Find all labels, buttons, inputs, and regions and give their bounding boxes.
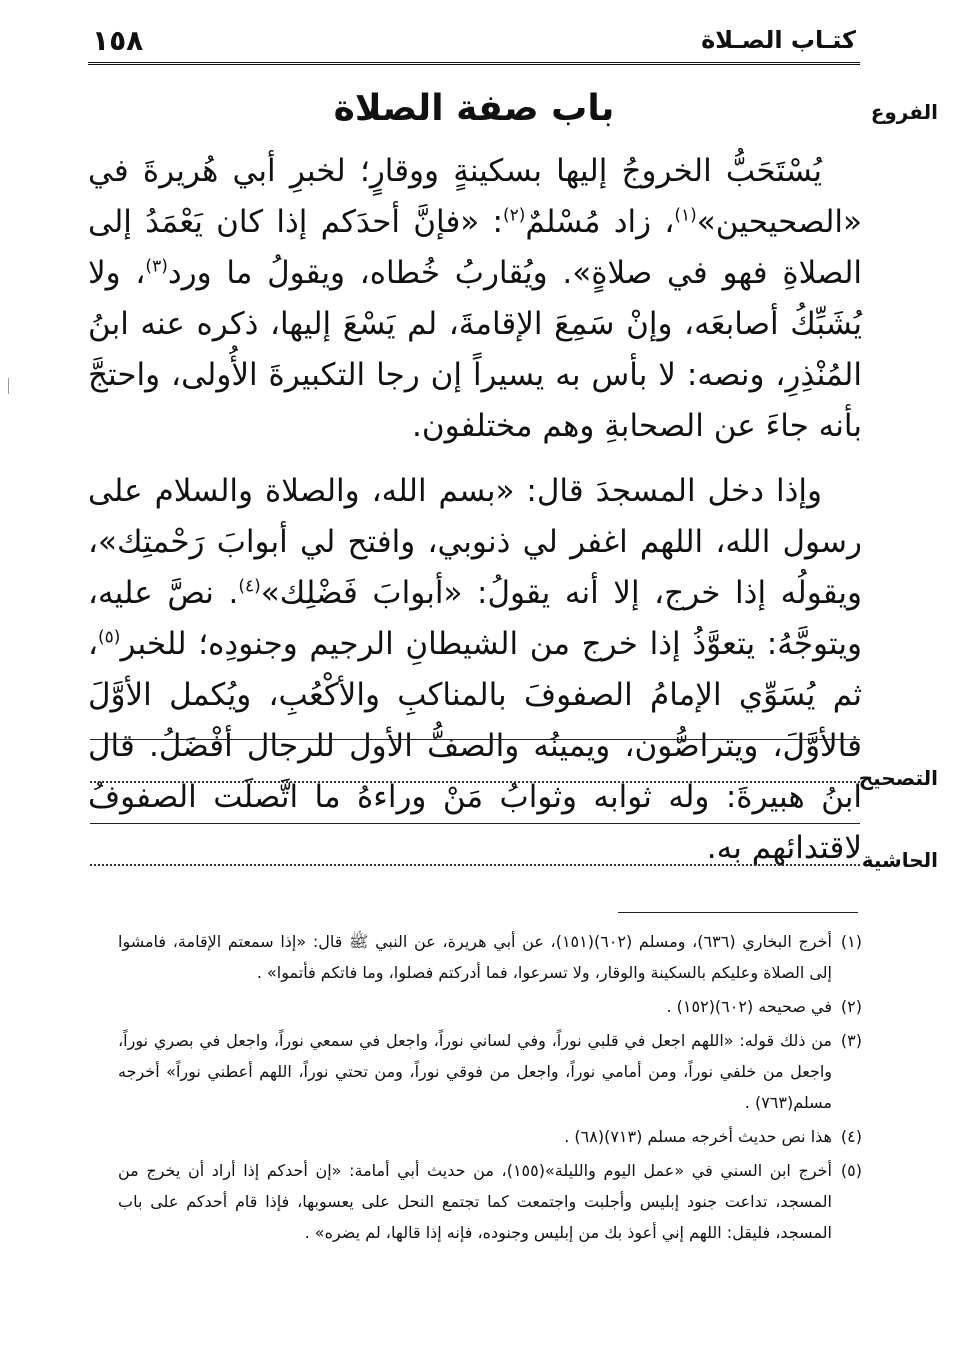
footnote-1 [118,926,862,988]
footnote-ref-5: (٥) [98,627,121,648]
paragraph-2-segment: وإذا دخل المسجدَ قال: «بسم الله، والصلاة والسلام على رسول الله، اللهم اغفر لي ذنوبي، وافتح لي أبوابَ رَحْمتِك»، ويقولُه إذا خرج، إلا أنه يقولُ: «أبوابَ فَضْلِك» [88,473,862,611]
paragraph-2 [88,466,862,874]
footnote-text: في صحيحه (٦٠٢)(١٥٢) . [666,997,832,1016]
correction-dotted-line [90,781,860,783]
footnote-number: (١) [840,932,863,951]
paragraph-1-segment: يُسْتَحَبُّ الخروجُ إليها بسكينةٍ ووقارٍ؛ لخبرِ أبي هُريرةَ في «الصحيحين» [88,153,862,240]
side-label-hashiya: الحاشية [861,848,938,872]
paragraph-2-segment: ، ثم يُسَوِّي الإمامُ الصفوفَ بالمناكبِ والأكْعُبِ، ويُكمل الأوَّلَ فالأوَّلَ، ويتراصُّون، ويمينُه والصفُّ الأول للرجال أفْضَلُ. قال ابنُ هبيرةَ: وله ثوابه وثوابُ مَنْ وراءهُ ما اتَّصلَت الصفوفُ لاقتدائهم به. [88,626,862,866]
paragraph-1 [88,146,862,452]
footnote-ref-1: (١) [674,205,697,226]
page-number: ١٥٨ [92,24,144,57]
paragraph-1-segment: ، ولا يُشَبِّكُ أصابعَه، وإنْ سَمِعَ الإقامةَ، لم يَسْعَ إليها، ذكره عنه ابنُ المُنْذِرِ، ونصه: لا بأس به يسيراً إن رجا التكبيرةَ الأُولى، واحتجَّ بأنه جاءَ عن الصحابةِ وهم مختلفون. [88,255,862,444]
footnote-text: من ذلك قوله: «اللهم اجعل في قلبي نوراً، وفي لساني نوراً، واجعل في سمعي نوراً، واجعل في بصري نوراً، واجعل من خلفي نوراً، ومن أمامي نوراً، واجعل من فوقي نوراً، ومن تحتي نوراً، اللهم أعطني نوراً» أخرجه مسلم(٧٦٣) . [118,1031,832,1112]
footnote-number: (٤) [840,1127,862,1146]
footnote-ref-2: (٢) [502,205,526,226]
footnote-2 [118,991,862,1022]
book-title: كتـاب الصـلاة [701,26,856,54]
side-label-tashih: التصحيح [858,766,938,790]
paragraph-1-segment: : «فإنَّ أحدَكم إذا كان يَعْمَدُ إلى الصلاةِ فهو في صلاةٍ». ويُقاربُ خُطاه، ويقولُ ما ورد [88,204,863,291]
scan-edge-mark [8,378,9,394]
footnote-separator [618,912,858,913]
paragraph-1-segment: ، زاد مُسْلمٌ [525,204,675,240]
footnote-number: (٢) [840,997,862,1016]
footnote-ref-4: (٤) [238,576,261,597]
running-header [88,22,860,65]
paragraph-2-segment: . نصَّ عليه، ويتوجَّهُ: يتعوَّذُ إذا خرج من الشيطانِ الرجيم وجنودِه؛ للخبر [88,575,862,662]
footnotes [118,926,862,1251]
footnote-4 [118,1121,862,1152]
annotation-rule [90,739,860,740]
main-body-text [88,146,862,888]
footnote-text: أخرج ابن السني في «عمل اليوم والليلة»(١٥٥)، من حديث أبي أمامة: «إن أحدكم إذا أراد أن يخرج من المسجد، تداعت جنود إبليس وأجلبت واجتمعت كما تجتمع النحل على يعسوبها، فإذا قام أحدكم على باب المسجد، فليقل: اللهم إني أعوذ بك من إبليس وجنوده، فإنه إذا قالها، لم يضره» . [118,1161,832,1242]
footnote-3 [118,1025,862,1118]
footnote-ref-3: (٣) [145,256,168,277]
annotation-rule [90,823,860,824]
chapter-title: باب صفة الصلاة [333,88,615,129]
margin-note-dotted-line [90,864,860,866]
footnote-number: (٣) [840,1031,862,1050]
footnote-text: أخرج البخاري (٦٣٦)، ومسلم (٦٠٢)(١٥١)، عن أبي هريرة، عن النبي ﷺ قال: «إذا سمعتم الإقامة، فامشوا إلى الصلاة وعليكم بالسكينة والوقار، ولا تسرعوا، فما أدركتم فصلوا، وما فاتكم فأتموا» . [118,932,833,982]
footnote-text: هذا نص حديث أخرجه مسلم (٧١٣)(٦٨) . [564,1127,832,1146]
footnote-number: (٥) [840,1161,862,1180]
footnote-5 [118,1155,862,1248]
side-label-furu: الفروع [870,100,938,124]
